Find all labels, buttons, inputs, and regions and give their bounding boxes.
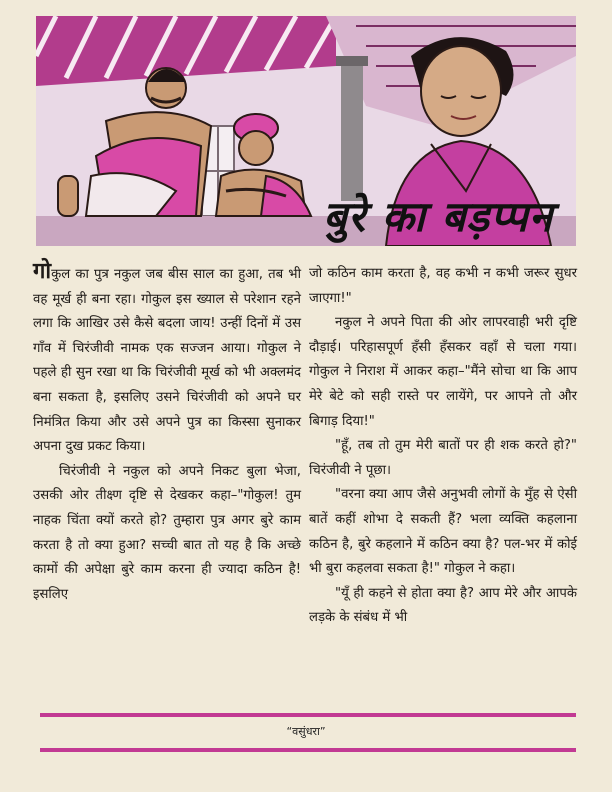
- paragraph: "हूँ, तब तो तुम मेरी बातों पर ही शक करते हो?" चिरंजीवी ने पूछा।: [309, 438, 577, 478]
- paragraph: जो कठिन काम करता है, वह कभी न कभी जरूर सुधर जाएगा!": [309, 266, 577, 306]
- paragraph: नकुल ने अपने पिता की ओर लापरवाही भरी दृष्टि दौड़ाई। परिहासपूर्ण हँसी हँसकर वहाँ से चला गया। गोकुल ने निराश में आकर कहा–"मैंने सोचा था कि आप मेरे बेटे को सही रास्ते पर लायेंगे, पर आपने तो और बिगाड़ दिया!": [309, 315, 577, 429]
- right-text-column: [309, 262, 577, 631]
- story-title: बुरे का बड़प्पन: [322, 192, 554, 241]
- left-text-column: [33, 259, 301, 607]
- paragraph: [33, 259, 301, 460]
- paragraph: "यूँ ही कहने से होता क्या है? आप मेरे और आपके लड़के के संबंध में भी: [309, 585, 577, 626]
- footer-rule-bottom: [40, 748, 576, 752]
- paragraph: "वरना क्या आप जैसे अनुभवी लोगों के मुँह से ऐसी बातें कहीं शोभा दे सकती हैं? भला व्यक्ति कहलाना कठिन है, बुरे कहलाने में कठिन क्या है? पल-भर में कोई भी बुरा कहलवा सकता है!" गोकुल ने कहा।: [309, 487, 577, 577]
- footer-magazine-name: “वसुंधरा”: [286, 725, 326, 738]
- paragraph: चिरंजीवी ने नकुल को अपने निकट बुला भेजा, उसकी ओर तीक्ष्ण दृष्टि से देखकर कहा–"गोकुल! तुम नाहक चिंता क्यों करते हो? तुम्हारा पुत्र अगर बुरे काम करता है तो क्या हुआ? सच्ची बात तो यह है कि अच्छे कामों की अपेक्षा बुरे काम करना ही ज्यादा कठिन है! इसलिए: [33, 463, 301, 602]
- footer-rule-top: [40, 713, 576, 717]
- drop-cap: गो: [33, 259, 52, 284]
- paragraph-text: कुल का पुत्र नकुल जब बीस साल का हुआ, तब भी वह मूर्ख ही बना रहा। गोकुल इस ख्याल से परेशान रहने लगा कि आखिर उसे कैसे बदला जाय! उन्हीं दिनों में उस गाँव में चिरंजीवी नामक एक सज्जन आया। गोकुल ने पहले ही सुन रखा था कि चिरंजीवी मूर्ख को भी अक्लमंद बना सकता है, इसलिए उसने चिरंजीवी को अपने घर निमंत्रित किया और उसे अपने पुत्र का किस्सा सुनाकर अपना दुख प्रकट किया।: [33, 267, 301, 455]
